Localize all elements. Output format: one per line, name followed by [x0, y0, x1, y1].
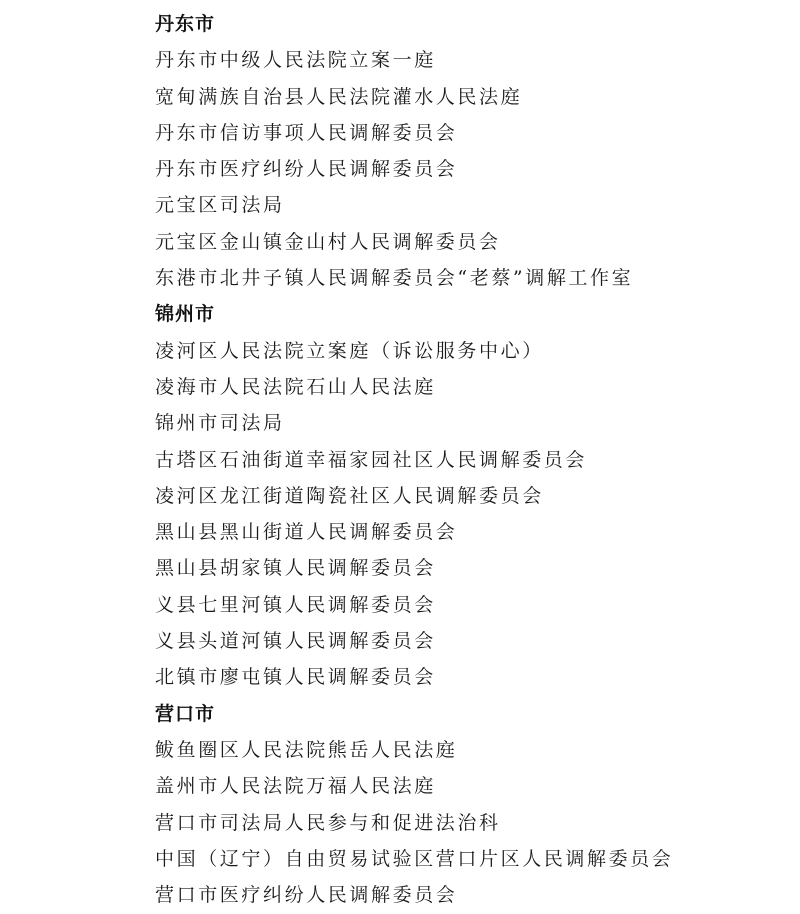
list-item: 凌海市人民法院石山人民法庭	[155, 375, 436, 398]
list-item: 义县头道河镇人民调解委员会	[155, 630, 436, 653]
list-item: 丹东市信访事项人民调解委员会	[155, 121, 458, 144]
list-item: 丹东市医疗纠纷人民调解委员会	[155, 158, 458, 181]
list-item: 丹东市中级人民法院立案一庭	[155, 49, 436, 72]
list-item: 中国（辽宁）自由贸易试验区营口片区人民调解委员会	[155, 847, 674, 870]
list-item: 元宝区司法局	[155, 194, 285, 217]
list-item: 黑山县黑山街道人民调解委员会	[155, 521, 458, 544]
list-item: 锦州市司法局	[155, 412, 285, 435]
list-item: 营口市医疗纠纷人民调解委员会	[155, 884, 458, 907]
list-item: 元宝区金山镇金山村人民调解委员会	[155, 230, 501, 253]
list-item: 凌河区龙江街道陶瓷社区人民调解委员会	[155, 484, 544, 507]
city-heading-yingkou: 营口市	[155, 702, 216, 725]
list-item: 宽甸满族自治县人民法院灌水人民法庭	[155, 85, 523, 108]
list-item: 黑山县胡家镇人民调解委员会	[155, 557, 436, 580]
list-item: 营口市司法局人民参与和促进法治科	[155, 811, 501, 834]
list-item: 古塔区石油街道幸福家园社区人民调解委员会	[155, 448, 588, 471]
city-heading-jinzhou: 锦州市	[155, 303, 216, 326]
list-item: 鲅鱼圈区人民法院熊岳人民法庭	[155, 738, 458, 761]
organization-list	[155, 6, 673, 913]
list-item: 义县七里河镇人民调解委员会	[155, 593, 436, 616]
list-item: 东港市北井子镇人民调解委员会“老蔡”调解工作室	[155, 267, 634, 290]
list-item: 盖州市人民法院万福人民法庭	[155, 775, 436, 798]
list-item: 北镇市廖屯镇人民调解委员会	[155, 666, 436, 689]
city-heading-dandong: 丹东市	[155, 13, 216, 35]
list-item: 凌河区人民法院立案庭（诉讼服务中心）	[155, 339, 544, 362]
